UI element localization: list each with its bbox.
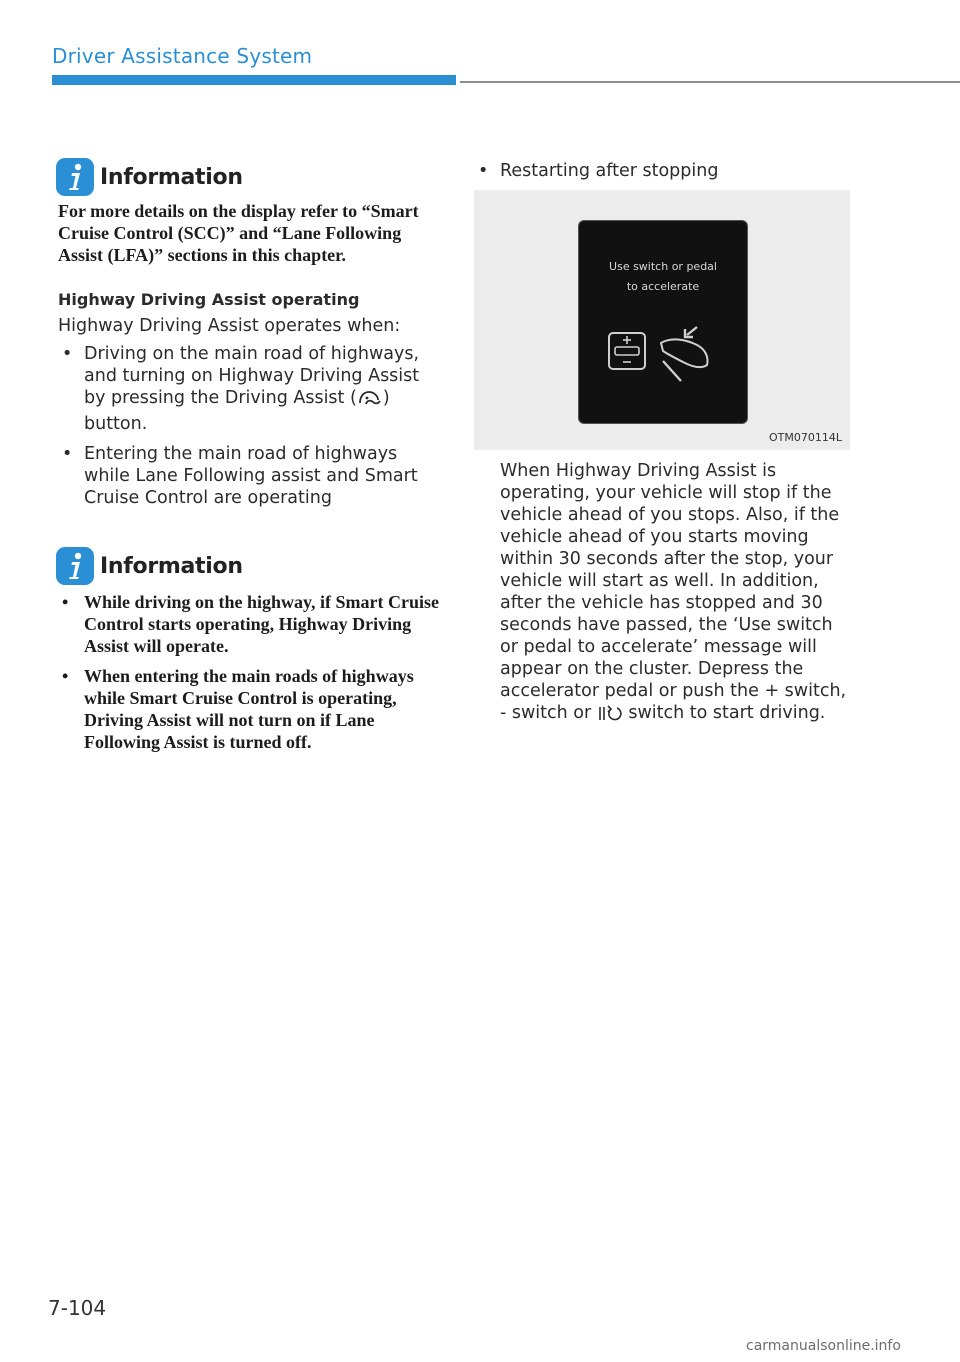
resume-switch-icon — [597, 704, 623, 728]
right-column — [474, 160, 854, 734]
info-icon — [56, 547, 94, 585]
operating-section — [58, 290, 442, 509]
list-item: • While driving on the highway, if Smart Cruise Control starts operating, Highway Driving Assist will operate. — [58, 591, 442, 657]
operating-intro: Highway Driving Assist operates when: — [58, 316, 401, 336]
info-box-2-list — [58, 591, 442, 753]
operating-heading: Highway Driving Assist operating — [58, 290, 360, 309]
switch-and-pedal-illustration — [605, 325, 725, 399]
restart-heading: • Restarting after stopping — [474, 160, 854, 182]
info-box-2-title: Information — [100, 553, 243, 579]
info-box-1 — [58, 158, 442, 266]
operating-conditions-list — [58, 343, 442, 509]
left-column — [58, 158, 442, 761]
header-rule — [460, 81, 960, 83]
header-accent-bar — [52, 75, 456, 85]
watermark: carmanualsonline.info — [746, 1338, 901, 1354]
accelerator-pedal-icon — [661, 327, 708, 381]
info-box-2 — [58, 547, 442, 753]
cluster-message: Use switch or pedal to accelerate — [609, 260, 717, 293]
plus-minus-switch-icon — [609, 333, 645, 369]
driving-assist-icon — [357, 389, 383, 413]
restart-list — [474, 160, 854, 182]
info-icon — [56, 158, 94, 196]
cluster-display — [578, 220, 748, 424]
info-box-1-header — [56, 158, 442, 196]
info-box-2-header — [56, 547, 442, 585]
list-item: • Entering the main road of highways while Lane Following assist and Smart Cruise Control are operating — [58, 443, 442, 509]
info-box-1-title: Information — [100, 164, 243, 190]
list-item: • Driving on the main road of highways, and turning on Highway Driving Assist by pressing the Driving Assist ( ) button. — [58, 343, 442, 435]
info-box-1-text: For more details on the display refer to “Smart Cruise Control (SCC)” and “Lane Following Assist (LFA)” sections in this chapter. — [58, 201, 419, 265]
section-title: Driver Assistance System — [52, 44, 313, 68]
figure-code: OTM070114L — [769, 431, 842, 444]
list-item: • When entering the main roads of highways while Smart Cruise Control is operating, Driving Assist will not turn on if Lane Following Assist is turned off. — [58, 665, 442, 753]
page-number: 7-104 — [48, 1296, 107, 1320]
cluster-figure — [474, 190, 850, 450]
restart-description: When Highway Driving Assist is operating, your vehicle will stop if the vehicle ahead of you stops. Also, if the vehicle ahead of you starts moving within 30 seconds after the stop, your vehicle will start as well. In addition, after the vehicle has stopped and 30 seconds have passed, the ‘Use switch or pedal to accelerate’ message will appear on the cluster. Depress the accelerator pedal or push the + switch, - switch or switch to start driving. — [474, 460, 854, 728]
